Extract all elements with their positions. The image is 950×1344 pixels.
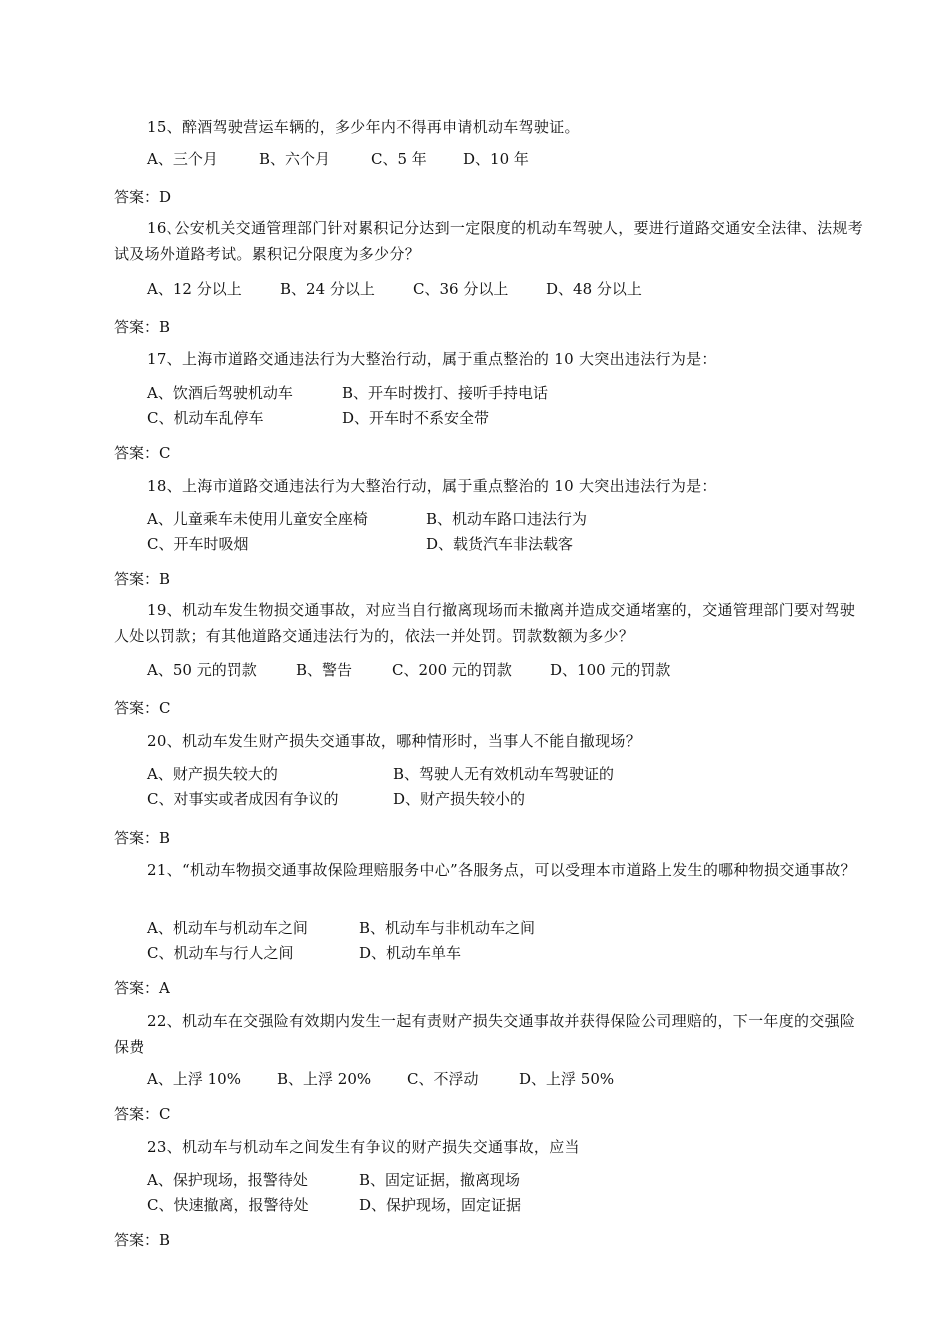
option-c: C、5 年 (371, 150, 427, 168)
option-b: B、24 分以上 (280, 280, 375, 298)
option-list (147, 147, 529, 172)
option-d: D、财产损失较小的 (393, 790, 526, 808)
option-a: A、儿童乘车未使用儿童安全座椅 (147, 510, 368, 528)
question-stem: 18、上海市道路交通违法行为大整治行动，属于重点整治的 10 大突出违法行为是： (147, 477, 717, 495)
option-b: B、驾驶人无有效机动车驾驶证的 (393, 765, 615, 783)
option-b: B、机动车路口违法行为 (426, 510, 588, 528)
option-a: A、保护现场，报警待处 (147, 1171, 308, 1189)
option-d: D、100 元的罚款 (550, 661, 671, 679)
option-c: C、机动车与行人之间 (147, 944, 294, 962)
answer-label: 答案：C (114, 1105, 171, 1123)
option-list (147, 507, 587, 557)
option-d: D、载货汽车非法载客 (426, 535, 574, 553)
option-a: A、饮酒后驾驶机动车 (147, 384, 293, 402)
option-b: B、机动车与非机动车之间 (359, 919, 536, 937)
question-stem: 23、机动车与机动车之间发生有争议的财产损失交通事故，应当 (147, 1138, 580, 1156)
option-list (147, 1168, 521, 1218)
option-d: D、上浮 50% (519, 1070, 615, 1088)
question-stem: 16､公安机关交通管理部门针对累积记分达到一定限度的机动车驾驶人，要进行道路交通安全法律、法规考试及场外道路考试。累积记分限度为多少分？ (114, 219, 863, 263)
option-c: C、对事实或者成因有争议的 (147, 790, 339, 808)
option-a: A、财产损失较大的 (147, 765, 278, 783)
answer-label: 答案：B (114, 1231, 171, 1249)
option-d: D、保护现场，固定证据 (359, 1196, 522, 1214)
option-b: B、警告 (296, 661, 353, 679)
option-c: C、不浮动 (407, 1070, 479, 1088)
answer-label: 答案：C (114, 444, 171, 462)
option-list (147, 762, 614, 812)
answer-label: 答案：A (114, 979, 170, 997)
option-list (147, 916, 535, 966)
option-d: D、开车时不系安全带 (342, 409, 490, 427)
option-b: B、固定证据，撤离现场 (359, 1171, 521, 1189)
option-a: A、机动车与机动车之间 (147, 919, 308, 937)
option-list (147, 658, 670, 683)
question-stem: 19、机动车发生物损交通事故，对应当自行撤离现场而未撤离并造成交通堵塞的，交通管理部门要对驾驶人处以罚款；有其他道路交通违法行为的，依法一并处罚。罚款数额为多少？ (114, 601, 856, 645)
option-d: D、机动车单车 (359, 944, 462, 962)
option-c: C、36 分以上 (413, 280, 509, 298)
option-a: A、12 分以上 (147, 280, 242, 298)
option-c: C、开车时吸烟 (147, 535, 249, 553)
option-b: B、上浮 20% (277, 1070, 372, 1088)
option-list (147, 381, 548, 431)
option-a: A、50 元的罚款 (147, 661, 257, 679)
question-stem: 21、“机动车物损交通事故保险理赔服务中心”各服务点，可以受理本市道路上发生的哪种物损交通事故？ (147, 861, 856, 879)
question-stem: 22、机动车在交强险有效期内发生一起有责财产损失交通事故并获得保险公司理赔的，下一年度的交强险保费 (114, 1012, 856, 1056)
answer-label: 答案：B (114, 570, 171, 588)
option-b: B、开车时拨打、接听手持电话 (342, 384, 549, 402)
option-d: D、10 年 (463, 150, 529, 168)
option-c: C、机动车乱停车 (147, 409, 264, 427)
answer-label: 答案：D (114, 188, 172, 206)
question-stem: 17、上海市道路交通违法行为大整治行动，属于重点整治的 10 大突出违法行为是： (147, 350, 717, 368)
question-stem: 20、机动车发生财产损失交通事故，哪种情形时，当事人不能自撤现场？ (147, 732, 641, 750)
answer-label: 答案：B (114, 318, 171, 336)
option-list (147, 277, 642, 302)
option-d: D、48 分以上 (546, 280, 642, 298)
option-a: A、上浮 10% (147, 1070, 241, 1088)
answer-label: 答案：B (114, 829, 171, 847)
answer-label: 答案：C (114, 699, 171, 717)
option-c: C、200 元的罚款 (392, 661, 512, 679)
option-c: C、快速撤离，报警待处 (147, 1196, 309, 1214)
option-a: A、三个月 (147, 150, 218, 168)
option-b: B、六个月 (259, 150, 331, 168)
option-list (147, 1067, 614, 1092)
question-stem: 15、醉酒驾驶营运车辆的，多少年内不得再申请机动车驾驶证。 (147, 118, 580, 136)
